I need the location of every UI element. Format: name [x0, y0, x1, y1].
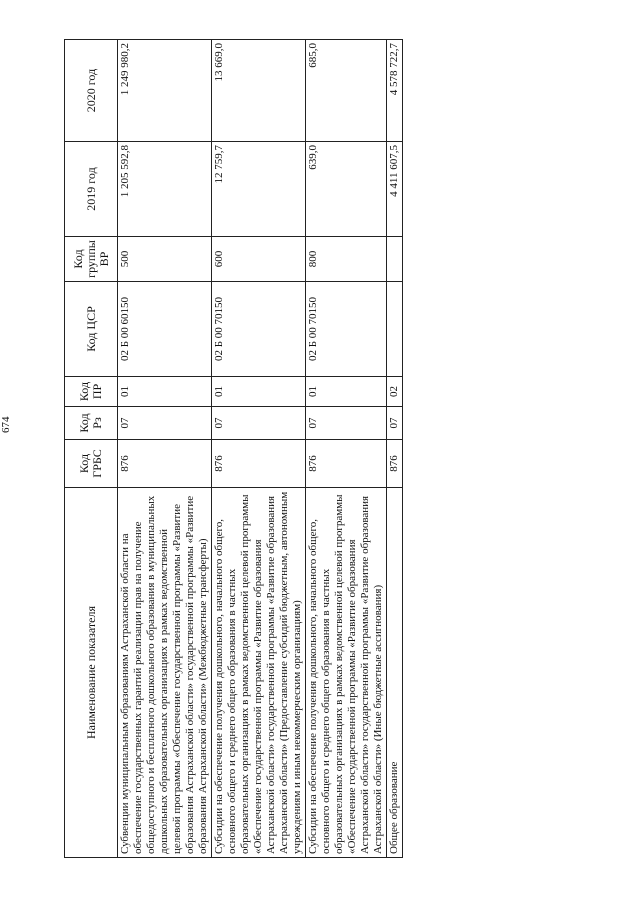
header-csr: Код ЦСР	[65, 282, 118, 377]
row-name: Субвенции муниципальным образованиям Астраханской области на обеспечение государственных гарантий реализации прав на получение общедоступного и бесплатного дошкольного образования в муниципальных дошкольных образовательных организациях в рамках ведомственной целевой программы «Обеспечение государственной программы «Развитие образования Астраханской области» государственной программы «Развитие образования Астраханской области» (Межбюджетные трансферты)	[118, 488, 212, 858]
budget-table	[64, 39, 403, 858]
row-2019: 1 205 592,8	[118, 142, 212, 237]
row-grbs: 876	[212, 440, 306, 488]
row-grbs: 876	[306, 440, 387, 488]
row-2020: 1 249 980,2	[118, 40, 212, 142]
row-vr: 500	[118, 237, 212, 282]
row-csr: 02 Б 00 70150	[306, 282, 387, 377]
table-row	[306, 40, 387, 858]
row-name: Субсидии на обеспечение получения дошкольного, начального общего, основного общего и среднего общего образования в частных образовательных организациях в рамках ведомственной целевой программы «Обеспечение государственной программы «Развитие образования Астраханской области» государственной программы «Развитие образования Астраханской области» (Иные бюджетные ассигнования)	[306, 488, 387, 858]
table-row-subtotal	[387, 40, 403, 858]
header-rz: Код Рз	[65, 407, 118, 440]
row-rz: 07	[212, 407, 306, 440]
row-grbs: 876	[387, 440, 403, 488]
row-2020: 4 578 722,7	[387, 40, 403, 142]
header-grbs: Код ГРБС	[65, 440, 118, 488]
header-pr: Код ПР	[65, 377, 118, 407]
row-vr	[387, 237, 403, 282]
row-rz: 07	[306, 407, 387, 440]
table-row	[118, 40, 212, 858]
row-rz: 07	[387, 407, 403, 440]
row-pr: 01	[118, 377, 212, 407]
row-name: Общее образование	[387, 488, 403, 858]
rotated-table-wrapper	[64, 40, 504, 858]
row-csr: 02 Б 00 70150	[212, 282, 306, 377]
row-grbs: 876	[118, 440, 212, 488]
page-number: 674	[0, 416, 12, 433]
row-2019: 12 759,7	[212, 142, 306, 237]
table-row	[212, 40, 306, 858]
row-rz: 07	[118, 407, 212, 440]
row-2020: 13 669,0	[212, 40, 306, 142]
row-2019: 4 411 607,5	[387, 142, 403, 237]
row-name: Субсидии на обеспечение получения дошкольного, начального общего, основного общего и среднего общего образования в частных образовательных организациях в рамках ведомственной целевой программы «Обеспечение государственной программы «Развитие образования Астраханской области» государственной программы «Развитие образования Астраханской области» (Предоставление субсидий бюджетным, автономным учреждениям и иным некоммерческим организациям)	[212, 488, 306, 858]
header-2020: 2020 год	[65, 40, 118, 142]
row-csr	[387, 282, 403, 377]
header-2019: 2019 год	[65, 142, 118, 237]
header-name: Наименование показателя	[65, 488, 118, 858]
row-pr: 01	[306, 377, 387, 407]
table-header-row	[65, 40, 118, 858]
row-csr: 02 Б 00 60150	[118, 282, 212, 377]
row-pr: 02	[387, 377, 403, 407]
row-vr: 600	[212, 237, 306, 282]
row-vr: 800	[306, 237, 387, 282]
header-vr: Код группы ВР	[65, 237, 118, 282]
row-pr: 01	[212, 377, 306, 407]
row-2019: 639,0	[306, 142, 387, 237]
row-2020: 685,0	[306, 40, 387, 142]
